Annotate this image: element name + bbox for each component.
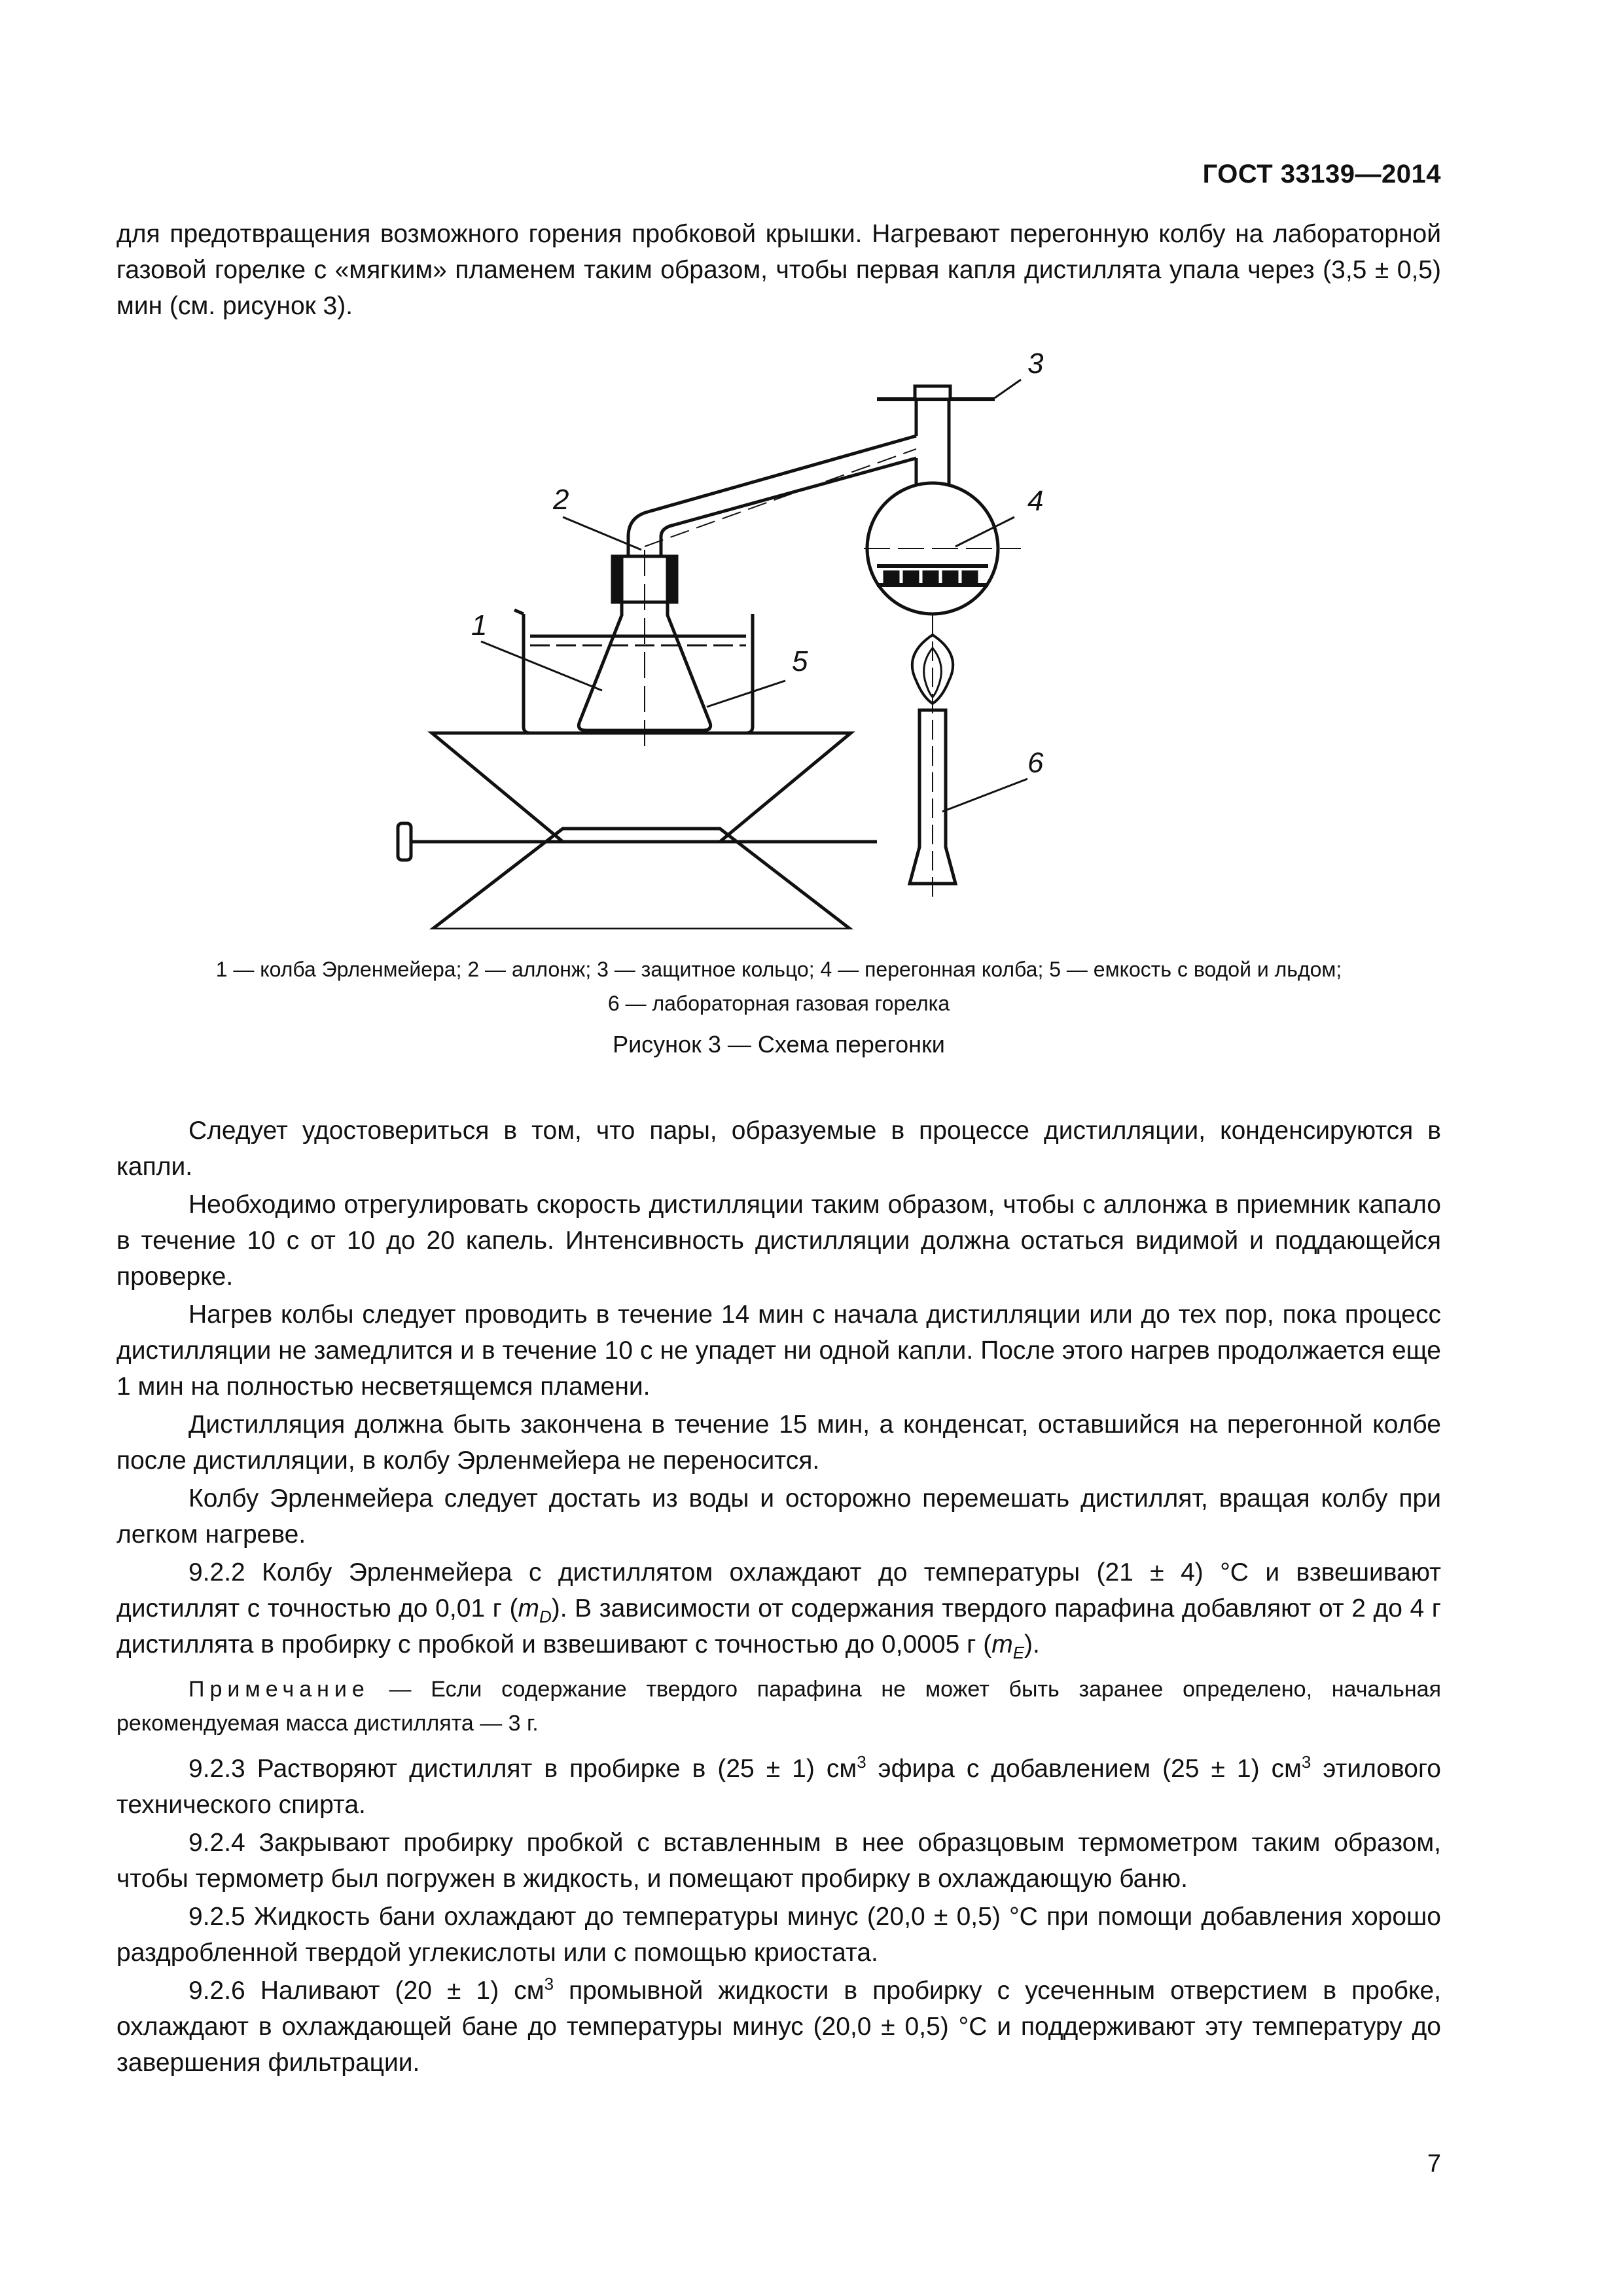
paragraph-4: Дистилляция должна быть закончена в течение 15 мин, а конденсат, оставшийся на перегонной колбе после дистилляции, в колбу Эрленмейера не переносится.: [116, 1410, 1441, 1475]
paragraph-5: Колбу Эрленмейера следует достать из воды и осторожно перемешать дистиллят, вращая колбу при легком нагреве.: [116, 1484, 1441, 1549]
note: [116, 1672, 1441, 1740]
stand-handle: [398, 823, 411, 860]
stand-lower: [432, 829, 851, 929]
paragraph-926: 9.2.6 Наливают (20 ± 1) $см^3$ промывной жидкости в пробирку с усеченным отверстием в пробке, охлаждают в охлаждающей бане до температуры минус (20,0 ± 0,5) °С и поддерживают эту температуру до завершения фильтрации.: [116, 1974, 1441, 2077]
distillation-neck: [916, 399, 949, 491]
note-text: — Если содержание твердого парафина не может быть заранее определено, начальная рекомендуемая масса дистиллята — 3 г.: [116, 1677, 1441, 1736]
label-1: 1: [471, 609, 488, 641]
stand-upper: [432, 733, 851, 842]
paragraph-1: Следует удостовериться в том, что пары, образуемые в процессе дистилляции, конденсируются в капли.: [116, 1117, 1441, 1181]
label-4: 4: [1027, 485, 1044, 517]
p922-part3: ).: [1024, 1630, 1040, 1659]
document-header: ГОСТ 33139—2014: [1202, 160, 1441, 188]
page-number: 7: [1427, 2150, 1441, 2178]
intro-text: для предотвращения возможного горения пробковой крышки. Нагревают перегонную колбу на лабораторной газовой горелке с «мягким» пламенем таким образом, чтобы первая капля дистиллята упала через (3,5 ± 0,5) мин (см. рисунок 3).: [116, 220, 1441, 320]
paragraph-3: Нагрев колбы следует проводить в течение 14 мин с начала дистилляции или до тех пор, пока процесс дистилляции не замедлится и в течение 10 с не упадет ни одной капли. После этого нагрев продолжается еще 1 мин на полностью несветящемся пламени.: [116, 1300, 1441, 1401]
intro-paragraph: [116, 216, 1441, 324]
distillation-diagram: [366, 340, 1230, 929]
paragraph-924: 9.2.4 Закрывают пробирку пробкой с вставленным в нее образцовым термометром таким образом, чтобы термометр был погружен в жидкость, и помещают пробирку в охлаждающую баню.: [116, 1829, 1441, 1893]
note-label: Примечание: [188, 1677, 370, 1702]
p922-m-d: $m_D$: [518, 1594, 552, 1626]
body-section-2: [116, 1751, 1441, 2083]
label-6: 6: [1027, 747, 1044, 779]
paragraph-923: 9.2.3 Растворяют дистиллят в пробирке в (25 ± 1) $см^3$ эфира с добавлением (25 ± 1) $см^3$ этилового технического спирта.: [116, 1752, 1441, 1819]
paragraph-2: Необходимо отрегулировать скорость дистилляции таким образом, чтобы с аллонжа в приемник капало в течение 10 с от 10 до 20 капель. Интенсивность дистилляции должна остаться видимой и поддающейся проверке.: [116, 1191, 1441, 1291]
p922-part1: 9.2.2 Колбу Эрленмейера с дистиллятом охлаждают до температуры (21 ± 4) °С и взвешивают дистиллят с точностью до 0,01 г (: [116, 1558, 1441, 1623]
p922-m-e: $m_E$: [991, 1630, 1025, 1662]
p922-part2: ). В зависимости от содержания твердого парафина добавляют от 2 до 4 г дистиллята в пробирку с пробкой и взвешивают с точностью до 0,0005 г (: [116, 1594, 1441, 1659]
label-3: 3: [1027, 348, 1044, 380]
label-5: 5: [792, 645, 808, 677]
figure-legend-line1: 1 — колба Эрленмейера; 2 — аллонж; 3 — защитное кольцо; 4 — перегонная колба; 5 — емкость с водой и льдом;: [215, 958, 1342, 981]
body-section: [116, 1113, 1441, 1664]
paragraph-922: [116, 1554, 1441, 1662]
label-2: 2: [553, 484, 569, 516]
figure-caption: Рисунок 3 — Схема перегонки: [613, 1031, 945, 1058]
figure-legend-line2: 6 — лабораторная газовая горелка: [607, 992, 950, 1015]
paragraph-925: 9.2.5 Жидкость бани охлаждают до температуры минус (20,0 ± 0,5) °С при помощи добавления хорошо раздробленной твердой углекислоты или с помощью криостата.: [116, 1903, 1441, 1967]
